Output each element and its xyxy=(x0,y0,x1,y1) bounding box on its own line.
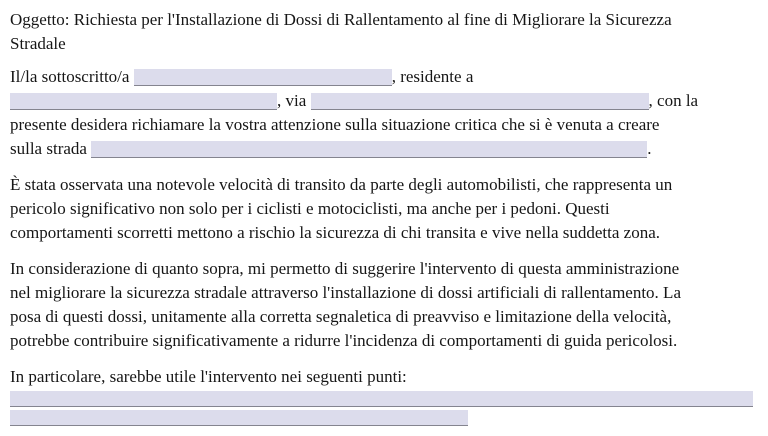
observation-paragraph xyxy=(10,173,758,245)
subject-line-1: Oggetto: Richiesta per l'Installazione di Dossi di Rallentamento al fine di Migliorare la Sicurezza xyxy=(10,10,672,29)
intro-text-between-city-street: , via xyxy=(277,91,311,110)
intro-line-4 xyxy=(10,137,758,161)
intro-line-1 xyxy=(10,65,758,89)
intro-text-after-road: . xyxy=(647,139,652,158)
intro-text-after-name: , residente a xyxy=(391,67,474,86)
intro-text-after-street: , con la xyxy=(648,91,699,110)
points-intro-text: In particolare, sarebbe utile l'intervento nei seguenti punti: xyxy=(10,367,407,386)
applicant-name-field[interactable] xyxy=(134,69,392,86)
suggestion-line-1: In considerazione di quanto sopra, mi permetto di suggerire l'intervento di questa amministrazione xyxy=(10,259,680,278)
observation-line-3: comportamenti scorretti mettono a rischio la sicurezza di chi transita e vive nella suddetta zona. xyxy=(10,223,661,242)
intervention-point-field-2[interactable] xyxy=(10,410,468,426)
road-name-field[interactable] xyxy=(91,141,647,158)
intro-line-2 xyxy=(10,89,758,113)
observation-line-1: È stata osservata una notevole velocità di transito da parte degli automobilisti, che rappresenta un xyxy=(10,175,673,194)
intro-text-before-name: Il/la sottoscritto/a xyxy=(10,67,134,86)
subject-paragraph xyxy=(10,8,758,56)
subject-line-2: Stradale xyxy=(10,34,66,53)
observation-line-2: pericolo significativo non solo per i ciclisti e motociclisti, ma anche per i pedoni. Questi xyxy=(10,199,610,218)
suggestion-line-3: posa di questi dossi, unitamente alla corretta segnaletica di preavviso e limitazione della velocità, xyxy=(10,307,672,326)
intervention-point-field-1[interactable] xyxy=(10,391,753,407)
points-intro-paragraph xyxy=(10,365,758,389)
suggestion-line-2: nel migliorare la sicurezza stradale attraverso l'installazione di dossi artificiali di rallentamento. La xyxy=(10,283,681,302)
street-field[interactable] xyxy=(311,93,649,110)
suggestion-line-4: potrebbe contribuire significativamente a ridurre l'incidenza di comportamenti di guida pericolosi. xyxy=(10,331,678,350)
intro-line-3: presente desidera richiamare la vostra attenzione sulla situazione critica che si è venuta a creare xyxy=(10,115,660,134)
residence-city-field[interactable] xyxy=(10,93,277,110)
suggestion-paragraph xyxy=(10,257,758,353)
intro-paragraph xyxy=(10,65,758,161)
intro-text-before-road: sulla strada xyxy=(10,139,92,158)
